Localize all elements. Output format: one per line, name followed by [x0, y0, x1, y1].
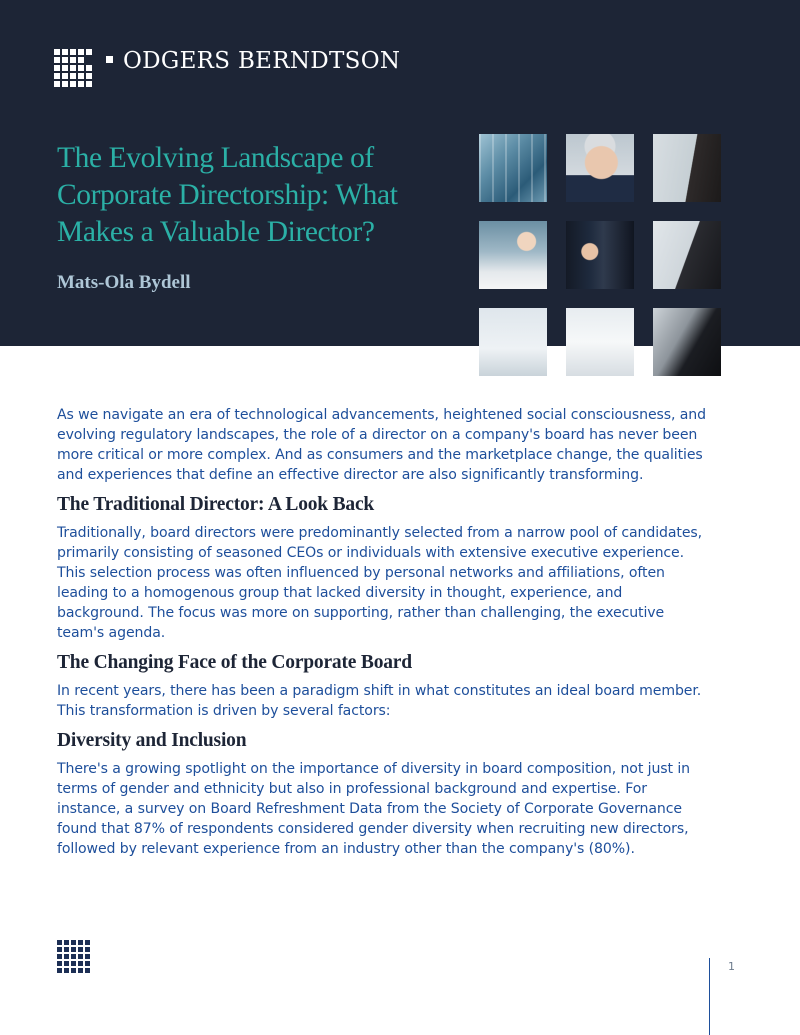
photo-tile-arm [653, 308, 721, 376]
document-title: The Evolving Landscape of Corporate Directorship: What Makes a Valuable Director? [57, 142, 398, 248]
photo-tile-listener [653, 134, 721, 202]
author-name: Mats-Ola Bydell [57, 272, 191, 293]
section-heading-diversity: Diversity and Inclusion [57, 730, 247, 751]
brand-logo [54, 49, 400, 87]
logo-square-icon [106, 56, 113, 63]
section-text-changing-face: In recent years, there has been a paradigm shift in what constitutes an ideal board member. This transformation is driven by several factors: [57, 683, 702, 719]
section-text-diversity: There's a growing spotlight on the importance of diversity in board composition, not just in terms of gender and ethnicity but also in professional background and expertise. For instance, a survey on Board Refreshment Data from the Society of Corporate Governance found that 87% of respondents considered gender diversity when recruiting new directors, followed by relevant experience from an industry other than the company's (80%). [57, 761, 690, 857]
photo-tile-table [479, 308, 547, 376]
photo-tile-gesturing-hand [479, 221, 547, 289]
section-heading-traditional: The Traditional Director: A Look Back [57, 494, 375, 515]
grid-logo-icon [57, 940, 90, 973]
section-heading-changing-face: The Changing Face of the Corporate Board [57, 652, 412, 673]
photo-tile-speaker [566, 221, 634, 289]
photo-tile-table-center [566, 308, 634, 376]
photo-mosaic [479, 134, 723, 378]
brand-name: ODGERS BERNDTSON [123, 48, 401, 74]
photo-tile-shoulder [653, 221, 721, 289]
section-text-traditional: Traditionally, board directors were predominantly selected from a narrow pool of candidates, primarily consisting of seasoned CEOs or individuals with extensive executive experience. This selection process was often influenced by personal networks and affiliations, often leading to a homogenous group that lacked diversity in thought, experience, and background. The focus was more on supporting, rather than challenging, the executive team's agenda. [57, 525, 703, 641]
grid-logo-icon [54, 49, 100, 87]
article-body [57, 405, 707, 859]
page-number: 1 [728, 960, 735, 973]
photo-tile-office-windows [479, 134, 547, 202]
intro-paragraph: As we navigate an era of technological advancements, heightened social consciousness, and evolving regulatory landscapes, the role of a director on a company's board has never been more critical or more complex. And as consumers and the marketplace change, the qualities and experiences that define an effective director are also significantly transforming. [57, 407, 706, 483]
photo-tile-executive-portrait [566, 134, 634, 202]
footer-divider [709, 958, 710, 1035]
